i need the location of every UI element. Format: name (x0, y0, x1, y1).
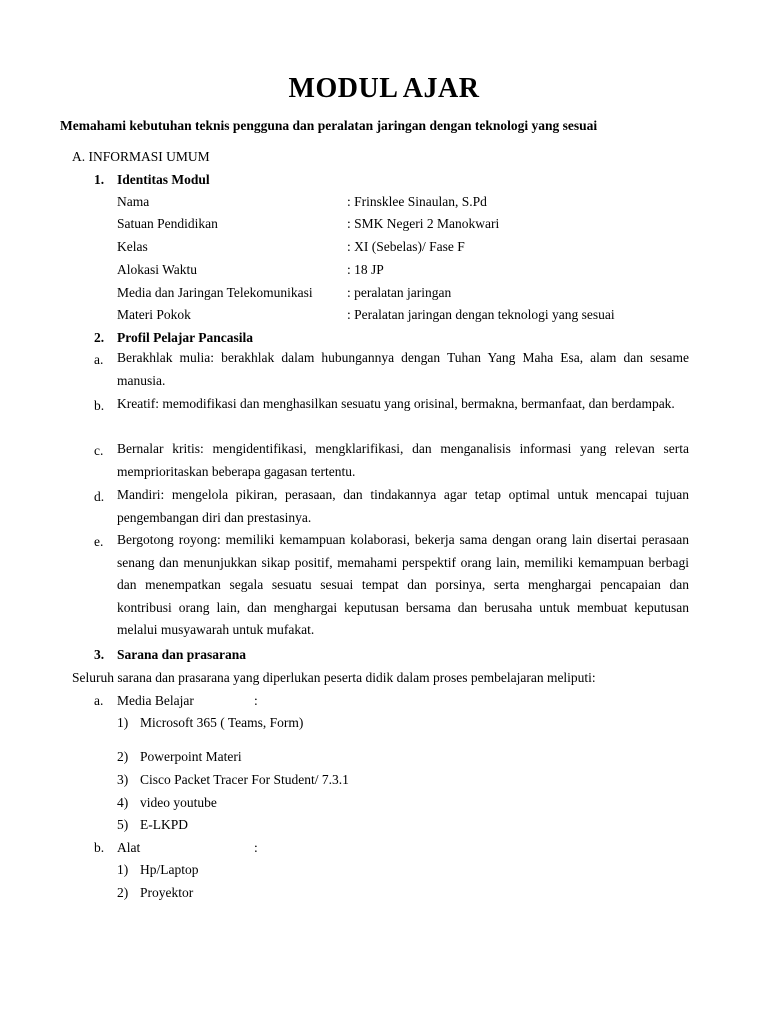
list-marker: d. (94, 489, 105, 504)
list-number: 4) (117, 795, 129, 810)
list-item: Cisco Packet Tracer For Student/ 7.3.1 (140, 772, 349, 787)
identitas-value: : SMK Negeri 2 Manokwari (347, 216, 500, 231)
identitas-heading: Identitas Modul (117, 172, 210, 187)
list-marker: b. (94, 398, 105, 413)
media-belajar-label: Media Belajar (117, 693, 194, 708)
sarana-intro: Seluruh sarana dan prasarana yang diperlukan peserta didik dalam proses pembelajaran meliputi: (72, 670, 596, 685)
identitas-label: Media dan Jaringan Telekomunikasi (117, 285, 313, 300)
list-item: Mandiri: mengelola pikiran, perasaan, dan tindakannya agar tetap optimal untuk mencapai tujuan pengembangan diri dan prestasinya. (117, 487, 689, 525)
identitas-label: Alokasi Waktu (117, 262, 198, 277)
list-number: 1) (117, 715, 129, 730)
list-marker: e. (94, 534, 104, 549)
identitas-label: Satuan Pendidikan (117, 216, 218, 231)
document-title: MODUL AJAR (288, 73, 480, 104)
sarana-heading: Sarana dan prasarana (117, 647, 247, 662)
list-item: video youtube (140, 795, 217, 810)
identitas-value: : XI (Sebelas)/ Fase F (347, 239, 465, 254)
section-a-heading: A. INFORMASI UMUM (72, 149, 210, 164)
identitas-number: 1. (94, 172, 105, 187)
list-marker: c. (94, 443, 104, 458)
list-item: Proyektor (140, 885, 194, 900)
list-marker: a. (94, 693, 104, 708)
list-item: Berakhlak mulia: berakhlak dalam hubungannya dengan Tuhan Yang Maha Esa, alam dan sesame manusia. (117, 350, 689, 388)
list-number: 5) (117, 817, 129, 832)
alat-colon: : (254, 840, 258, 855)
list-number: 2) (117, 749, 129, 764)
list-item: E-LKPD (140, 817, 188, 832)
identitas-label: Materi Pokok (117, 307, 191, 322)
list-item: Bergotong royong: memiliki kemampuan kolaborasi, bekerja sama dengan orang lain disertai perasaan senang dan menunjukkan sikap positif, memahami perspektif orang lain, memiliki kemampuan berbagi dan menempatkan segala sesuatu sesuai tempat dan porsinya, serta menghargai pencapaian dan kontribusi orang lain, dan menghargai keputusan bersama dan berusaha untuk membuat keputusan melalui musyawarah untuk mufakat. (117, 532, 689, 638)
identitas-value: : Frinsklee Sinaulan, S.Pd (347, 194, 487, 209)
list-item: Hp/Laptop (140, 862, 199, 877)
list-number: 3) (117, 772, 129, 787)
identitas-value: : 18 JP (347, 262, 384, 277)
document-subtitle: Memahami kebutuhan teknis pengguna dan peralatan jaringan dengan teknologi yang sesuai (60, 118, 598, 133)
media-belajar-colon: : (254, 693, 258, 708)
identitas-label: Kelas (117, 239, 148, 254)
list-item: Microsoft 365 ( Teams, Form) (140, 715, 304, 730)
list-marker: b. (94, 840, 105, 855)
list-item: Kreatif: memodifikasi dan menghasilkan sesuatu yang orisinal, bermakna, bermanfaat, dan berdampak. (117, 396, 675, 411)
profil-number: 2. (94, 330, 105, 345)
list-number: 1) (117, 862, 129, 877)
list-item: Powerpoint Materi (140, 749, 242, 764)
list-item: Bernalar kritis: mengidentifikasi, mengklarifikasi, dan menganalisis informasi yang relevan serta memprioritaskan beberapa gagasan tertentu. (117, 441, 689, 479)
list-number: 2) (117, 885, 129, 900)
alat-label: Alat (117, 840, 141, 855)
identitas-label: Nama (117, 194, 150, 209)
profil-heading: Profil Pelajar Pancasila (117, 330, 253, 345)
list-marker: a. (94, 352, 104, 367)
identitas-value: : peralatan jaringan (347, 285, 452, 300)
identitas-value: : Peralatan jaringan dengan teknologi yang sesuai (347, 307, 615, 322)
sarana-number: 3. (94, 647, 105, 662)
